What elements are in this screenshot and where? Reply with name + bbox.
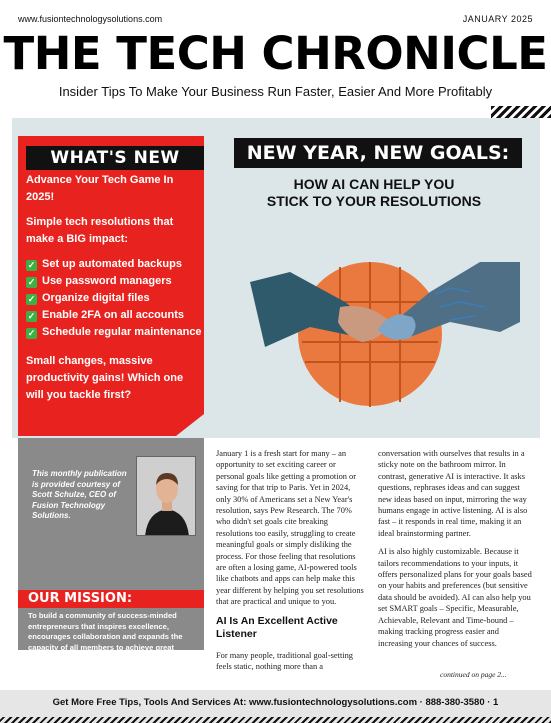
publisher-text: This monthly publication is provided courtesy of Scott Schulze, CEO of Fusion Technology Solutions.	[32, 469, 127, 520]
article-subheading: AI Is An Excellent Active Listener	[216, 614, 338, 640]
list-item: ✓ Set up automated backups	[27, 258, 182, 270]
author-photo	[136, 456, 196, 536]
checkmark-icon: ✓	[27, 311, 36, 321]
list-item: ✓ Organize digital files	[27, 292, 150, 304]
footer	[0, 690, 551, 723]
whats-new-lead: Simple tech resolutions that make a BIG impact:	[26, 216, 174, 245]
corner-notch	[176, 414, 204, 436]
handshake-illustration	[250, 222, 520, 432]
feature-title: NEW YEAR, NEW GOALS:	[234, 138, 522, 168]
publisher-panel	[18, 438, 204, 662]
feature-subtitle: HOW AI CAN HELP YOU STICK TO YOUR RESOLUTIONS	[266, 176, 482, 209]
whats-new-heading: WHAT'S NEW	[26, 146, 204, 170]
whats-new-body	[26, 172, 202, 412]
checkmark-icon: ✓	[27, 294, 36, 304]
list-item: ✓ Schedule regular maintenance	[27, 326, 202, 338]
article-paragraph: conversation with ourselves that results in a sticky note on the bathroom mirror. In contrast, generative AI is interactive. It asks questions, rephrases ideas and can suggest new ideas based on input, mirroring the way humans engage in active listening. AI is also fast – it responds in real time, making it an ideal brainstorming partner.	[378, 449, 528, 538]
website-url[interactable]: www.fusiontechnologysolutions.com	[18, 14, 163, 24]
continued-note: continued on page 2...	[440, 670, 507, 679]
list-item: ✓ Use password managers	[27, 275, 172, 287]
article-paragraph: AI is also highly customizable. Because it tailors recommendations to your inputs, it offers personalized plans for your goals based on your habits and preferences (but sensitive data should be avoided). AI can also help you set SMART goals – Specific, Measurable, Achievable, Relevant and Time-bound – making tracking progress easier and increasing your chances of success.	[378, 547, 532, 648]
tagline: Insider Tips To Make Your Business Run Faster, Easier And More Profitably	[58, 84, 493, 99]
footer-text[interactable]: Get More Free Tips, Tools And Services At: www.fusiontechnologysolutions.com · 888-380-3580 · 1	[52, 697, 499, 708]
checkmark-icon: ✓	[27, 328, 36, 338]
whats-new-closing: Small changes, massive productivity gains! Which one will you tackle first?	[26, 355, 184, 401]
issue-date: JANUARY 2025	[462, 14, 533, 24]
footer-stripes	[0, 717, 551, 723]
resolution-list	[26, 256, 202, 341]
whats-new-intro: Advance Your Tech Game In 2025!	[26, 174, 174, 203]
newsletter-title: THE TECH CHRONICLE	[3, 27, 548, 80]
checkmark-icon: ✓	[27, 277, 36, 287]
list-item: ✓ Enable 2FA on all accounts	[27, 309, 185, 321]
article-column-1	[216, 448, 366, 680]
mission-heading: OUR MISSION:	[18, 590, 204, 608]
decorative-stripes	[491, 106, 551, 118]
mission-text: To build a community of success-minded entrepreneurs that inspires excellence, encourages collaboration and expands the capacity of all members to achieve great things.	[28, 611, 183, 662]
top-line	[18, 14, 533, 28]
article-paragraph: For many people, traditional goal-setting feels static, nothing more than a	[216, 650, 353, 672]
article-paragraph: January 1 is a fresh start for many – an opportunity to set exciting career or personal goals like getting a promotion or saving for that trip to Paris. Yet in 2024, only 30% of Americans set a New Year's resolution, says Pew Research. The 70% who didn't set goals cite breaking resolutions too easily, struggling to create meaningful goals or simply disliking the process. For those feeling that resolutions are often a losing game, AI-powered tools like chatbots and apps can help make this year different by helping you set resolutions that are practical and unique to you.	[216, 449, 364, 607]
whats-new-panel	[18, 136, 204, 436]
checkmark-icon: ✓	[27, 260, 36, 270]
article-column-2	[378, 448, 533, 656]
